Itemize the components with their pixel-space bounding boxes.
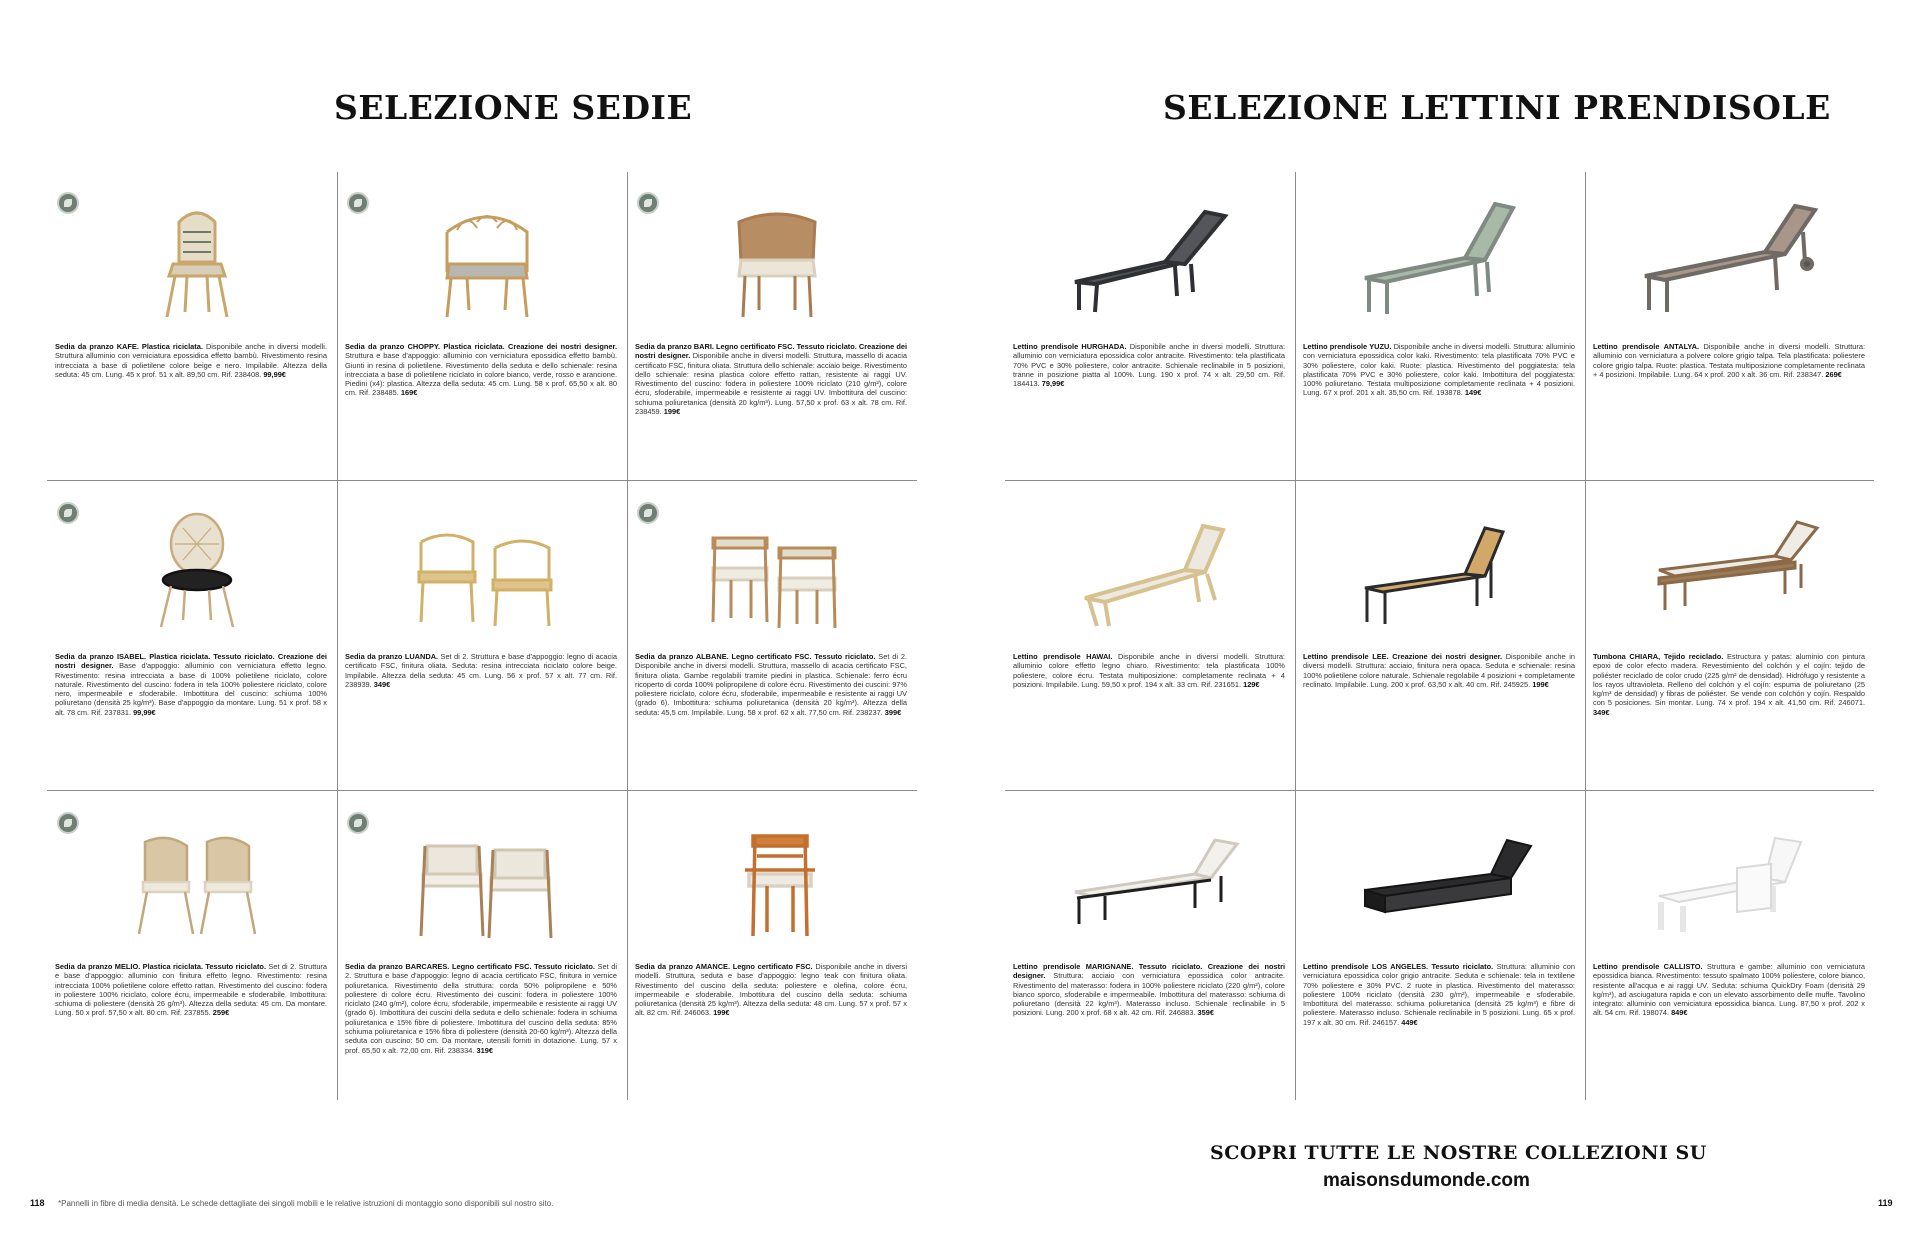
product-desc [1593,962,1865,1018]
product-desc [635,342,907,416]
product-desc [1013,962,1285,1018]
chair-image [87,502,307,632]
eco-icon [57,812,79,834]
product-text: Disponibile anche in diversi modelli. Struttura, massello di acacia certificato FSC, finitura oliata. Struttura dello schienale: acciaio beige. Rivestimento dello schienale: resina plastica colore effetto rattan, resistente ai raggi UV. Rivestimento del cuscino: fodera in poliestere 100% riciclato (210 g/m²), colore écru, sfoderabile, impermeabile e resistente ai raggi UV. Imbottitura del cuscino: schiuma poliuretanica (densità 20 kg/m³). Lung. 57,50 x prof. 63 x alt. 78 cm. Rif. 238459. [635,351,907,417]
product-card-kafe[interactable] [47,172,327,472]
product-card-barcares[interactable] [337,792,617,1092]
section-title-chairs: SELEZIONE SEDIE [334,88,693,127]
product-price: 349€ [373,679,391,689]
chair-image [667,812,887,942]
product-desc [1593,342,1865,379]
product-price: 259€ [212,1008,230,1018]
product-text: Disponibile anche in diversi modelli. Struttura, seduta e base d'appoggio: legno teak con finitura oliata. Rivestimento del cuscino della seduta: poliestere e olefina, colore écru, impermeabile e sfoderabile. Imbottitura del cuscino della seduta: schiuma poliuretanica (densità 25 kg/m³). Altezza della seduta: 48 cm. Lung. 57 x prof. 57 x alt. 82 cm. Rif. 246063. [635,962,907,1018]
product-text: Set di 2. Struttura e base d'appoggio: alluminio con finitura effetto legno. Rivestimento: resina intrecciata 100% polietilene colore effetto rattan. Rivestimento del cuscino: fodera in poliestere 100% riciclato, colore écru, impermeabile e sfoderabile. Imbottitura: schiuma di poliestere (densità 26 g/m³). Altezza della seduta: 45 cm. Da montare. Lung. 50 x prof. 57,50 x alt. 80 cm. Rif. 237855. [55,962,327,1018]
product-price: 319€ [476,1045,493,1055]
product-card-choppy[interactable] [337,172,617,472]
product-text: Estructura y patas: aluminio con pintura epoxi de color efecto madera. Revestimiento del colchón y el cojín: tejido de poliéster reciclado de color crudo (225 g/m² de densidad). Hidrófugo y resistente a los rayos ultravioleta. Relleno del colchón y el cojín: espuma de poliuretano (25 kg/m³ de densidad) y fibras de poliéster. Se vende con colchón y cojín. Respaldo con 5 posiciones. Sin montar. Lung. 74 x prof. 194 x alt. 41,50 cm. Rif. 246071. [1593,652,1865,708]
product-desc [1013,342,1285,388]
product-desc [55,342,327,379]
product-text: Set di 2. Struttura e base d'appoggio: legno di acacia certificato FSC, finitura oliata. Seduta: resina intrecciata riciclato colore beige. Impilabile. Altezza della seduta: 45 cm. Lung. 56 x prof. 57 x alt. 77 cm. Rif. 238939. [345,652,617,689]
product-desc [55,962,327,1018]
chair-image [377,812,597,942]
product-price: 349€ [1593,707,1610,717]
lounger-image [1045,192,1265,322]
product-name: Sedia da pranzo CHOPPY. Plastica riciclata. Creazione dei nostri designer. [345,342,617,351]
product-name: Sedia da pranzo KAFE. Plastica riciclata. [55,342,203,351]
lounger-image [1335,502,1555,632]
product-price: 79,99€ [1041,379,1065,389]
lounger-image [1625,812,1845,942]
product-card-callisto[interactable] [1585,792,1865,1092]
eco-icon [637,502,659,524]
product-card-isabel[interactable] [47,482,327,782]
product-price: 449€ [1401,1017,1418,1027]
chair-image [87,192,307,322]
product-price: 199€ [1532,679,1549,689]
product-name: Sedia da pranzo ISABEL. Plastica riciclata. Tessuto riciclato. Creazione dei nostri designer. [55,652,327,671]
chair-image [667,192,887,322]
product-card-luanda[interactable] [337,482,617,782]
chair-image [377,192,597,322]
product-name: Sedia da pranzo MELIO. Plastica riciclata. Tessuto riciclato. [55,962,266,971]
product-price: 129€ [1243,679,1260,689]
product-name: Lettino prendisole YUZU. [1303,342,1392,351]
product-price: 199€ [663,407,681,417]
product-card-albane[interactable] [627,482,907,782]
product-name: Sedia da pranzo ALBANE. Legno certificato FSC. Tessuto riciclato. [635,652,876,661]
product-name: Sedia da pranzo BARI. Legno certificato FSC. Tessuto riciclato. Creazione dei nostri designer. [635,342,907,361]
product-name: Sedia da pranzo AMANCE. Legno certificato FSC. [635,962,813,971]
product-desc [1303,342,1575,398]
product-name: Sedia da pranzo LUANDA. [345,652,439,661]
product-card-melio[interactable] [47,792,327,1092]
product-card-chiara[interactable] [1585,482,1865,782]
product-card-bari[interactable] [627,172,907,472]
product-price: 849€ [1671,1008,1688,1018]
product-name: Lettino prendisole LOS ANGELES. Tessuto riciclato. [1303,962,1494,971]
grid-divider [47,790,917,791]
product-text: Disponibile anche in diversi modelli. Struttura alluminio con verniciatura epossidica effetto bambù. Rivestimento resina intrecciata a base di polietilene colore beige e nero. Impilabile. Altezza della seduta: 45 cm. Lung. 45 x prof. 51 x alt. 89,50 cm. Rif. 238408. [55,342,327,379]
grid-divider [1005,790,1874,791]
product-text: Set di 2. Struttura e base d'appoggio: legno di acacia certificato FSC, finitura in vernice poliuretanica. Rivestimento della struttura: corda 50% polipropilene e 50% poliestere di colore écru. Rivestimento dei cuscini: fodera in poliestere 100% riciclato (240 g/m²), colore écru, sfoderabile, impermeabile e resistente ai raggi UV (grado 6). Imbottitura dei cuscini della seduta e dello schienale: fodera in schiuma poliuretanica e 15% fibre di poliestere. Imbottitura del cuscino della seduta: 85% schiuma poliuretanica e 15% fibra di poliestere (densità 20-60 kg/m³). Altezza della seduta con cuscino: 50 cm. Da montare, utensili forniti in dotazione. Lung. 57 x prof. 65,50 x alt. 72,00 cm. Rif. 238334. [345,962,617,1055]
collections-cta: SCOPRI TUTTE LE NOSTRE COLLEZIONI SU [1210,1142,1707,1164]
product-card-hawai[interactable] [1005,482,1285,782]
product-card-hurghada[interactable] [1005,172,1285,472]
footnote: *Pannelli in fibre di media densità. Le schede dettagliate dei singoli mobili e le relative istruzioni di montaggio sono disponibili sul nostro sito. [58,1199,554,1208]
product-name: Lettino prendisole HAWAI. [1013,652,1113,661]
product-name: Lettino prendisole HURGHADA. [1013,342,1127,351]
eco-icon [637,192,659,214]
chair-image [87,812,307,942]
eco-icon [347,192,369,214]
product-name: Tumbona CHIARA, Tejido reciclado. [1593,652,1724,661]
product-text: Set di 2. Disponibile anche in diversi modelli. Struttura, massello di acacia certificato FSC, finitura oliata. Gambe regolabili tramite piedini in plastica. Schienale: ferro écru ricoperto di corda 100% polipropilene di colore écru. Rivestimento dei cuscini: 97% poliestere riciclato, colore écru, sfoderabile, impermeabile e resistente ai raggi UV (grado 6). Imbottitura: schiuma poliuretanica (densità 20 kg/m³). Altezza della seduta: 45,5 cm. Impilabile. Lung. 58 x prof. 62 x alt. 77,50 cm. Rif. 238237. [635,652,908,717]
page-number-left: 118 [30,1198,45,1208]
product-text: Disponibile anche in diversi modelli. Struttura: alluminio colore effetto legno chiaro. Rivestimento: tela plastificata 100% poliestere, colore écru. Testata multiposizione: completamente reclinata + 4 posizioni. Impilabile. Lung. 59,50 x prof. 194 x alt. 33 cm. Rif. 231651. [1013,652,1285,689]
product-card-lee[interactable] [1295,482,1575,782]
website-link[interactable]: maisonsdumonde.com [1323,1170,1530,1191]
lounger-image [1625,192,1845,322]
product-desc [635,962,907,1018]
product-name: Lettino prendisole LEE. Creazione dei nostri designer. [1303,652,1503,661]
product-price: 99,99€ [263,369,286,379]
product-price: 399€ [884,707,902,717]
product-desc [55,652,327,717]
product-price: 99,99€ [133,707,156,717]
lounger-image [1335,192,1555,322]
product-name: Lettino prendisole MARIGNANE. Tessuto riciclato. Creazione dei nostri designer. [1013,962,1285,981]
product-desc [345,962,617,1055]
product-desc [635,652,907,717]
chair-image [377,502,597,632]
product-desc [1013,652,1285,689]
product-card-los-angeles[interactable] [1295,792,1575,1092]
product-text: Base d'appoggio: alluminio con verniciatura effetto legno. Rivestimento: resina intrecciata a base di 100% polietilene riciclato, colore naturale. Rivestimento del cuscino: fodera in tela 100% poliestere riciclato, colore nero, impermeabile e sfoderabile. Imbottitura del cuscino: schiuma 100% poliuretano (densità 25 kg/m³). Base d'appoggio da montare. Lung. 51 x prof. 58 x alt. 78 cm. Rif. 237831. [55,661,327,717]
eco-icon [347,812,369,834]
product-name: Lettino prendisole CALLISTO. [1593,962,1703,971]
product-text: Struttura e base d'appoggio: alluminio con verniciatura epossidica effetto bambù. Giunti in resina di polietilene. Rivestimento della seduta e dello schienale: resina intrecciata a base di polietilene riciclato in colore bianco, verde, rosso e arancione. Piedini (x4): plastica. Altezza della seduta: 45 cm. Lung. 58 x prof. 65,50 x alt. 80 cm. Rif. 238485. [345,351,617,398]
eco-icon [57,192,79,214]
page-number-right: 119 [1878,1198,1893,1208]
lounger-image [1045,812,1265,942]
product-text: Disponibile anche in diversi modelli. Struttura: alluminio con verniciatura epossidica color kaki. Rivestimento: tela plastificata 70% PVC e 30% poliestere, color kaki. Ruote: plastica. Rivestimento del poggiatesta: tela plastificata 70% PVC e 30% poliestere, color kaki. Imbottitura del poggiatesta: 100% poliuretano. Testata multiposizione completamente reclinata + 4 posizioni. Lung. 67 x prof. 201 x alt. 35,50 cm. Rif. 193878. [1303,342,1575,398]
product-text: Disponibile anche in diversi modelli. Struttura: alluminio con verniciatura a polvere colore grigio talpa. Tela plastificata: poliestere colore grigio talpa. Ruote: plastica. Testata multiposizione completamente reclinata + 4 posizioni. Impilabile. Lung. 64 x prof. 200 x alt. 36 cm. Rif. 238347. [1593,342,1866,379]
product-price: 149€ [1464,388,1482,398]
product-desc [345,342,617,398]
product-card-marignane[interactable] [1005,792,1285,1092]
product-desc [1303,962,1575,1027]
product-name: Lettino prendisole ANTALYA. [1593,342,1700,351]
eco-icon [57,502,79,524]
lounger-image [1045,502,1265,632]
chair-image [667,502,887,632]
lounger-image [1625,502,1845,632]
product-card-antalya[interactable] [1585,172,1865,472]
grid-divider [1005,480,1874,481]
product-text: Struttura: acciaio con verniciatura epossidica color antracite. Rivestimento del materasso: fodera in 100% poliestere riciclato (220 g/m²), colore bianco sporco, sfoderabile e impermeabile. Imbottitura del materasso: schiuma di poliuretano (densità 22 kg/m³). Materasso incluso. Schienale reclinabile in 5 posizioni. Lung. 200 x prof. 68 x alt. 42 cm. Rif. 246883. [1013,971,1285,1018]
product-price: 359€ [1197,1008,1214,1018]
section-title-loungers: SELEZIONE LETTINI PRENDISOLE [1163,88,1831,127]
grid-divider [47,480,917,481]
product-desc [1593,652,1865,717]
product-text: Disponibile anche in diversi modelli. Struttura: alluminio con verniciatura epossidica color antracite. Rivestimento: tela plastificata 70% PVC e 30% poliestere, color antracite. Schienale reclinabile in 5 posizioni, tranne in posizione piatta al 100%. Lung. 190 x prof. 74 x alt. 29,50 cm. Rif. 184413. [1013,342,1285,389]
lounger-image [1335,812,1555,942]
product-desc [345,652,617,689]
product-card-yuzu[interactable] [1295,172,1575,472]
product-price: 169€ [400,388,418,398]
product-price: 199€ [713,1008,730,1018]
product-text: Disponibile anche in diversi modelli. Struttura: acciaio, finitura nera opaca. Seduta e schienale: resina 100% polietilene colore naturale. Schienale regolabile 4 posizioni + completamente reclinato. Impilabile. Lung. 200 x prof. 63,50 x alt. 40 cm. Rif. 245925. [1303,652,1575,689]
product-text: Struttura: alluminio con verniciatura epossidica color grigio antracite. Seduta e schienale: tela in textilene 70% poliestere e 30% PVC. 2 ruote in plastica. Rivestimento del materasso: poliestere 100% riciclato (densità 230 g/m²), impermeabile e sfoderabile. Imbottitura del materasso: schiuma poliuretanica (densità 25 kg/m³) e fibre di poliestere. Materasso incluso. Schienale reclinabile in 5 posizioni. Lung. 65 x prof. 197 x alt. 30 cm. Rif. 246157. [1303,962,1575,1027]
product-desc [1303,652,1575,689]
product-name: Sedia da pranzo BARCARES. Legno certificato FSC. Tessuto riciclato. [345,962,595,971]
product-text: Struttura e gambe: alluminio con verniciatura epossidica bianca. Rivestimento: tessuto spalmato 100% poliestere, colore bianco, resistente all'acqua e ai raggi UV. Seduta: schiuma QuickDry Foam (densità 29 kg/m³), ad asciugatura rapida e con un elevato assorbimento delle muffe. Tavolino integrato: alluminio con verniciatura epossidica bianca. Lung. 87,50 x prof. 202 x alt. 54 cm. Rif. 198074. [1593,962,1865,1018]
product-card-amance[interactable] [627,792,907,1092]
product-price: 269€ [1825,369,1842,379]
